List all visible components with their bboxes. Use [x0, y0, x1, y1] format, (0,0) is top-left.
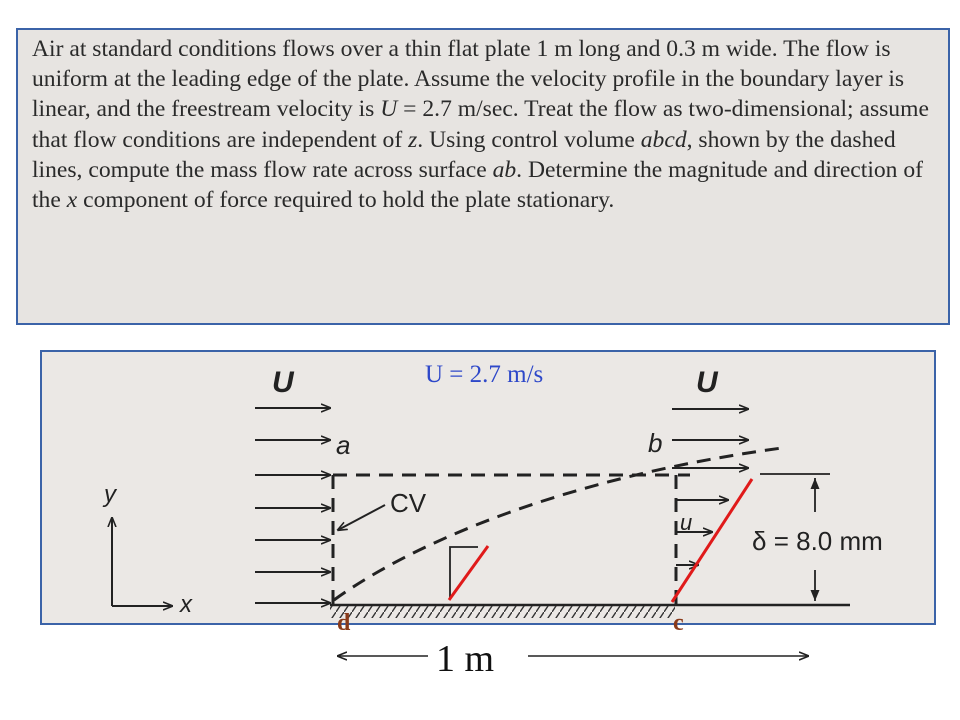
- linear-velocity-profile: [449, 479, 752, 602]
- problem-text-part: Air at standard conditions flows over a thin flat plate 1 m long and 0.3 m wide. The flow is uniform at the leading edge of the plate. Assume the velocity profile in the boundary layer is linear, and the freestream velocity is: [32, 36, 905, 123]
- flat-plate: [330, 605, 850, 618]
- label-a: a: [336, 430, 351, 460]
- cv-pointer: [338, 505, 385, 530]
- label-b: b: [648, 428, 663, 458]
- control-volume-boundary: [333, 475, 693, 605]
- axes-icon: [112, 518, 172, 606]
- label-y: y: [104, 481, 116, 508]
- label-x: x: [180, 591, 192, 618]
- symbol-ab: ab: [492, 156, 517, 183]
- label-d: d: [337, 610, 351, 636]
- caption-velocity: U = 2.7 m/s: [425, 361, 544, 388]
- problem-text-part: , shown by the dashed lines, compute the mass flow rate across surface: [32, 126, 896, 183]
- problem-text-part: = 2.7 m/sec. Treat the flow as two-dimensional; assume that flow conditions are independent of: [32, 96, 929, 153]
- symbol-z: z: [408, 126, 418, 153]
- problem-text-part: . Determine the magnitude and direction of the: [32, 156, 924, 214]
- label-U-right: U: [696, 366, 718, 399]
- symbol-U: U: [380, 96, 398, 123]
- symbol-x: x: [66, 187, 78, 214]
- symbol-abcd: abcd: [640, 126, 687, 153]
- label-length: 1 m: [436, 638, 495, 680]
- label-c: c: [673, 610, 684, 636]
- label-u: u: [680, 510, 693, 535]
- boundary-layer-edge: [334, 448, 782, 600]
- problem-text-part: . Using control volume: [417, 126, 641, 153]
- label-cv: CV: [390, 488, 427, 518]
- inlet-velocity-arrows: [255, 408, 330, 603]
- label-delta: δ = 8.0 mm: [752, 526, 883, 556]
- problem-text-part: component of force required to hold the plate stationary.: [77, 187, 615, 214]
- label-U-left: U: [272, 366, 294, 399]
